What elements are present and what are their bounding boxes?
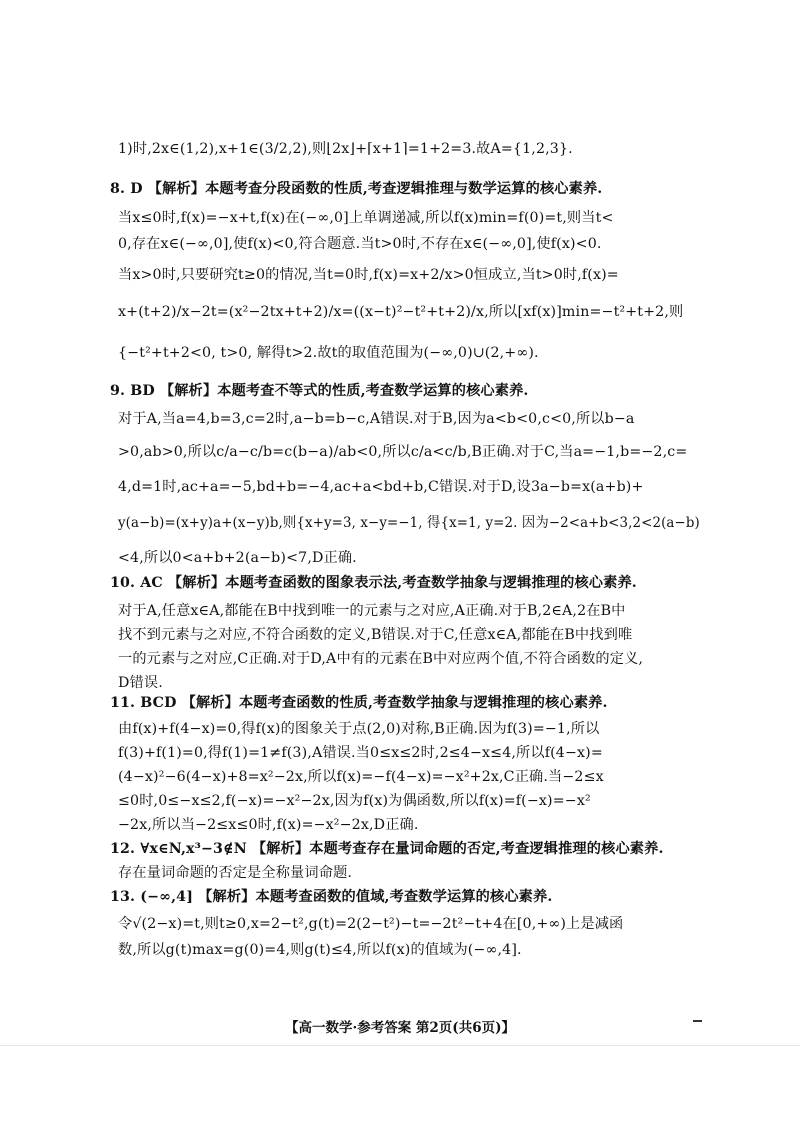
text-line: 对于A,任意x∈A,都能在B中找到唯一的元素与之对应,A正确.对于B,2∈A,2在B中 (118, 603, 626, 619)
text-line: >0,ab>0,所以c/a−c/b=c(b−a)/ab<0,所以c/a<c/b,B正确.对于C,当a=−1,b=−2,c= (118, 444, 688, 460)
page-footer: 【高一数学·参考答案 第2页(共6页)】 (285, 1020, 515, 1036)
text-line: −2x,所以当−2≤x≤0时,f(x)=−x²−2x,D正确. (118, 817, 419, 833)
text-line: 找不到元素与之对应,不符合函数的定义,B错误.对于C,任意x∈A,都能在B中找到唯 (118, 627, 633, 643)
text-line: (4−x)²−6(4−x)+8=x²−2x,所以f(x)=−f(4−x)=−x²+2x,C正确.当−2≤x (118, 769, 604, 785)
q9-heading: 9. BD 【解析】本题考查不等式的性质,考查数学运算的核心素养. (110, 383, 529, 399)
q8-heading: 8. D 【解析】本题考查分段函数的性质,考查逻辑推理与数学运算的核心素养. (110, 181, 603, 197)
text-line: ≤0时,0≤−x≤2,f(−x)=−x²−2x,因为f(x)为偶函数,所以f(x)=f(−x)=−x² (118, 793, 591, 809)
q13-heading: 13. (−∞,4] 【解析】本题考查函数的值域,考查数学运算的核心素养. (110, 889, 553, 905)
q10-heading: 10. AC 【解析】本题考查函数的图象表示法,考查数学抽象与逻辑推理的核心素养. (110, 575, 637, 591)
page-bottom-edge (0, 1045, 800, 1046)
text-line: 对于A,当a=4,b=3,c=2时,a−b=b−c,A错误.对于B,因为a<b<0,c<0,所以b−a (118, 411, 635, 427)
text-line: D错误. (118, 675, 163, 691)
text-line: 0,存在x∈(−∞,0],使f(x)<0,符合题意.当t>0时,不存在x∈(−∞,0],使f(x)<0. (118, 236, 602, 252)
text-line: 存在量词命题的否定是全称量词命题. (118, 865, 353, 881)
text-line: 令√(2−x)=t,则t≥0,x=2−t²,g(t)=2(2−t²)−t=−2t²−t+4在[0,+∞)上是减函 (118, 916, 624, 932)
text-line-q7-end: 1)时,2x∈(1,2),x+1∈(3/2,2),则⌊2x⌋+⌈x+1⌉=1+2=3.故A={1,2,3}. (118, 141, 573, 157)
text-line: {−t²+t+2<0, t>0, 解得t>2.故t的取值范围为(−∞,0)∪(2,+∞). (118, 345, 539, 361)
text-line: 数,所以g(t)max=g(0)=4,则g(t)≤4,所以f(x)的值域为(−∞,4]. (118, 942, 522, 958)
text-line: 一的元素与之对应,C正确.对于D,A中有的元素在B中对应两个值,不符合函数的定义, (118, 651, 644, 667)
text-line: 当x>0时,只要研究t≥0的情况,当t=0时,f(x)=x+2/x>0恒成立,当t>0时,f(x)= (118, 267, 619, 283)
scan-mark (693, 1020, 702, 1022)
q12-heading: 12. ∀x∈N,x³−3∉N 【解析】本题考查存在量词命题的否定,考查逻辑推理的核心素养. (110, 841, 664, 857)
text-line: x+(t+2)/x−2t=(x²−2tx+t+2)/x=((x−t)²−t²+t+2)/x,所以[xf(x)]min=−t²+t+2,则 (118, 304, 684, 320)
text-line: y(a−b)=(x+y)a+(x−y)b,则{x+y=3, x−y=−1, 得{x=1, y=2. 因为−2<a+b<3,2<2(a−b) (118, 515, 700, 531)
text-line: 4,d=1时,ac+a=−5,bd+b=−4,ac+a<bd+b,C错误.对于D,设3a−b=x(a+b)+ (118, 479, 644, 495)
text-line: 当x≤0时,f(x)=−x+t,f(x)在(−∞,0]上单调递减,所以f(x)min=f(0)=t,则当t< (118, 210, 614, 226)
q11-heading: 11. BCD 【解析】本题考查函数的性质,考查数学抽象与逻辑推理的核心素养. (110, 695, 608, 711)
text-line: f(3)+f(1)=0,得f(1)=1≠f(3),A错误.当0≤x≤2时,2≤4−x≤4,所以f(4−x)= (118, 745, 603, 761)
text-line: 由f(x)+f(4−x)=0,得f(x)的图象关于点(2,0)对称,B正确.因为f(3)=−1,所以 (118, 721, 600, 737)
text-line: <4,所以0<a+b+2(a−b)<7,D正确. (118, 550, 357, 566)
